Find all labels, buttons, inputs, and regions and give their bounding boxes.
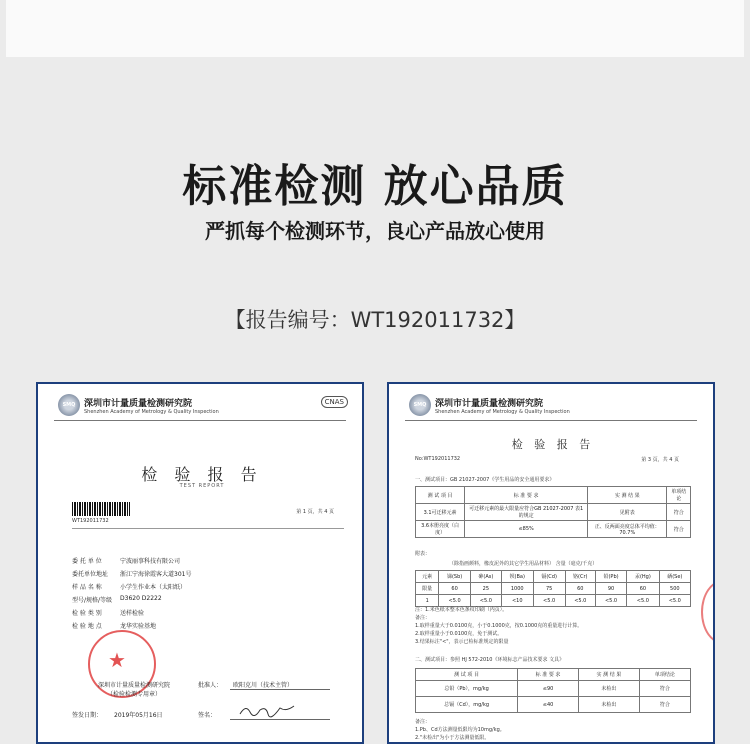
smq-logo-icon: SMQ bbox=[409, 394, 431, 416]
table-row bbox=[416, 681, 691, 697]
cnas-badge: CNAS bbox=[321, 396, 348, 408]
issue-date-value: 2019年05月16日 bbox=[114, 712, 163, 719]
table-cell: 90 bbox=[595, 583, 626, 595]
approver-value: 欧阳克川（技术主管） bbox=[233, 682, 294, 689]
report-cover-document bbox=[36, 382, 364, 744]
table-cell: 元素 bbox=[416, 571, 439, 583]
approver-label: 批准人： bbox=[198, 682, 223, 689]
field-sample-name: 样 品 名 称 小学生作业本（太阳纸） bbox=[72, 584, 187, 591]
table-cell: 单项结论 bbox=[639, 669, 690, 681]
table-cell: 实 测 结 果 bbox=[578, 669, 639, 681]
table-row bbox=[416, 595, 691, 607]
header-rule bbox=[405, 420, 697, 421]
table-cell: 总镉（Cd），mg/kg bbox=[416, 697, 518, 713]
field-client: 委 托 单 位 宁波丽事科技有限公司 bbox=[72, 558, 181, 565]
table-cell: 钡(Ba) bbox=[501, 571, 533, 583]
table-row bbox=[416, 504, 691, 521]
table-cell: 正、反两面亮度总体平均值：70.7% bbox=[588, 521, 667, 538]
table-cell: 汞(Hg) bbox=[627, 571, 659, 583]
signature-label: 签名： bbox=[198, 712, 217, 719]
table-cell: <5.0 bbox=[595, 595, 626, 607]
field-inspection-site: 检 验 地 点 龙华实验基地 bbox=[72, 623, 157, 630]
table-cell: 3.6本册亮度（白度） bbox=[416, 521, 465, 538]
table-cell: 硒(Se) bbox=[659, 571, 690, 583]
smq-logo-icon: SMQ bbox=[58, 394, 80, 416]
notes-block-2: 备注： 1.Pb、Cd方法测量低限均为10mg/kg。 2."未检出"为小于方法测量低限。 bbox=[415, 719, 505, 741]
approver-line bbox=[230, 689, 330, 690]
table-cell: ≤90 bbox=[518, 681, 579, 697]
lab-stamp-text: 深圳市计量质量检测研究院 （检验检测专用章） bbox=[97, 682, 170, 698]
table-cell: <5.0 bbox=[470, 595, 501, 607]
page-number: 第 1 页，共 4 页 bbox=[296, 509, 334, 515]
table-cell: 60 bbox=[565, 583, 595, 595]
issue-date-label: 签发日期： bbox=[72, 712, 103, 719]
institute-header bbox=[409, 394, 570, 416]
table-cell: 铅(Pb) bbox=[595, 571, 626, 583]
table-cell: 60 bbox=[439, 583, 471, 595]
appendix-caption: （除指画颜料，橡皮泥外的其它学生用品材料） 含量（毫克/千克） bbox=[449, 561, 598, 567]
field-model: 型号/规格/等级 D3620 D2222 bbox=[72, 595, 162, 604]
results-table-2 bbox=[415, 668, 691, 713]
table-cell: 标 准 要 求 bbox=[465, 487, 588, 504]
report-title: 检 验 报 告 bbox=[511, 438, 595, 451]
table-cell: 实 测 结 果 bbox=[588, 487, 667, 504]
table-cell: 测 试 项 目 bbox=[416, 487, 465, 504]
appendix-label: 附表： bbox=[415, 551, 431, 557]
header-rule bbox=[54, 420, 346, 421]
table-header-row bbox=[416, 571, 691, 583]
table-cell: ≤85% bbox=[465, 521, 588, 538]
elements-table bbox=[415, 570, 691, 607]
table-cell: <10 bbox=[501, 595, 533, 607]
page-subtitle: 严抓每个检测环节，良心产品放心使用 bbox=[205, 219, 545, 243]
field-client-address: 委托单位地址 浙江宁海徐霞客大道301号 bbox=[72, 571, 192, 578]
table-cell: 总铅（Pb），mg/kg bbox=[416, 681, 518, 697]
institute-name-cn: 深圳市计量质量检测研究院 bbox=[84, 398, 193, 409]
table-cell: 可迁移元素的最大限量应符合GB 21027-2007 表1的规定 bbox=[465, 504, 588, 521]
report-title: 检 验 报 告 bbox=[141, 465, 263, 484]
table-cell: 铬(Cr) bbox=[565, 571, 595, 583]
barcode-number: WT192011732 bbox=[72, 518, 109, 524]
partial-seal-mark bbox=[701, 580, 715, 644]
table-cell: 限量 bbox=[416, 583, 439, 595]
section-1-title: 一、测试项目：GB 21027-2007《学生用品的安全通用要求》 bbox=[415, 477, 555, 483]
table-header-row bbox=[416, 487, 691, 504]
table-cell: 镉(Cd) bbox=[533, 571, 565, 583]
table-row bbox=[416, 583, 691, 595]
table-cell: 75 bbox=[533, 583, 565, 595]
field-inspection-type: 检 验 类 别 送样检验 bbox=[72, 610, 145, 617]
notes-block-1: 注：1.米色纸本整本色条纹印刷（内页）。 备注： 1.取样重量大于0.0100克，小于0.1000克，按0.1000克的重量进行计算。 2.取样重量小于0.0100克，免于测试。 3.结果标注"<"，表示已检标准规定的限量 bbox=[415, 607, 583, 645]
table-cell: ≤40 bbox=[518, 697, 579, 713]
table-cell: 单项结论 bbox=[667, 487, 691, 504]
institute-header bbox=[58, 394, 219, 416]
top-card bbox=[6, 0, 744, 57]
results-table-1 bbox=[415, 486, 691, 538]
report-no: No:WT192011732 bbox=[415, 456, 461, 462]
table-cell: 符合 bbox=[639, 681, 690, 697]
report-title-en: TEST REPORT bbox=[179, 483, 225, 489]
signature-line bbox=[230, 719, 330, 720]
institute-name-cn: 深圳市计量质量检测研究院 bbox=[435, 398, 544, 409]
table-cell: 25 bbox=[470, 583, 501, 595]
table-cell: 见附表 bbox=[588, 504, 667, 521]
table-cell: 60 bbox=[627, 583, 659, 595]
table-row bbox=[416, 697, 691, 713]
seal-star-icon: ★ bbox=[108, 648, 126, 672]
table-cell: 3.1可迁移元素 bbox=[416, 504, 465, 521]
table-cell: <5.0 bbox=[533, 595, 565, 607]
divider bbox=[72, 528, 344, 529]
table-cell: 符合 bbox=[667, 521, 691, 538]
signature-scribble bbox=[238, 702, 298, 718]
report-number: 【报告编号：WT192011732】 bbox=[224, 308, 526, 332]
table-cell: 标 准 要 求 bbox=[518, 669, 579, 681]
table-cell: <5.0 bbox=[565, 595, 595, 607]
table-cell: 未检出 bbox=[578, 697, 639, 713]
barcode bbox=[72, 502, 130, 516]
page-number: 第 3 页，共 4 页 bbox=[641, 457, 679, 463]
page-title: 标准检测 放心品质 bbox=[182, 161, 568, 212]
institute-name-en: Shenzhen Academy of Metrology & Quality Inspection bbox=[435, 408, 570, 415]
table-cell: <5.0 bbox=[659, 595, 690, 607]
table-cell: 测 试 项 目 bbox=[416, 669, 518, 681]
section-2-title: 二、测试项目：参照 HJ 572-2010《环境标志产品技术要求 文具》 bbox=[415, 657, 565, 663]
report-results-document bbox=[387, 382, 715, 744]
table-cell: 锑(Sb) bbox=[439, 571, 471, 583]
table-row bbox=[416, 521, 691, 538]
table-cell: 砷(As) bbox=[470, 571, 501, 583]
table-cell: 符合 bbox=[639, 697, 690, 713]
table-cell: 1 bbox=[416, 595, 439, 607]
table-cell: <5.0 bbox=[439, 595, 471, 607]
table-cell: 符合 bbox=[667, 504, 691, 521]
institute-name-en: Shenzhen Academy of Metrology & Quality Inspection bbox=[84, 408, 219, 415]
table-cell: 未检出 bbox=[578, 681, 639, 697]
table-header-row bbox=[416, 669, 691, 681]
table-cell: 500 bbox=[659, 583, 690, 595]
table-cell: 1000 bbox=[501, 583, 533, 595]
table-cell: <5.0 bbox=[627, 595, 659, 607]
